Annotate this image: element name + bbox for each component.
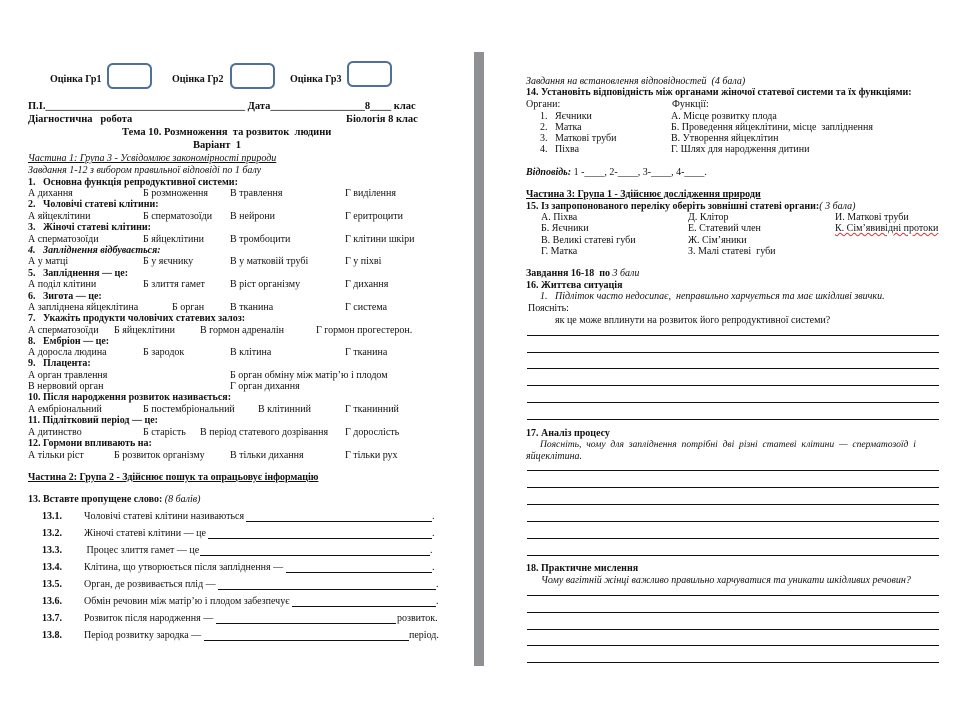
name-blank[interactable]: ______________________________________ (45, 101, 246, 112)
answer-label: Відповідь: (526, 167, 572, 178)
organ-4: 4. Піхва (540, 144, 580, 155)
q6-option-g[interactable]: Г система (345, 302, 388, 313)
q17-answer-line-2[interactable] (527, 487, 939, 488)
q16-answer-line-6[interactable] (527, 419, 939, 420)
item-13-1-blank[interactable] (246, 521, 432, 522)
q1-option-a[interactable]: А дихання (28, 188, 73, 199)
q3-option-a[interactable]: А сперматозоїди (28, 234, 99, 245)
q5-option-b[interactable]: Б злиття гамет (143, 279, 205, 290)
q11-option-v[interactable]: В період статевого дозрівання (200, 427, 329, 438)
answer-blanks[interactable]: 1 -____, 2-____, 3-____, 4-____. (573, 167, 707, 178)
matching-instruction: Завдання на встановлення відповідностей (4 бала) (526, 76, 746, 87)
q18-answer-line-4[interactable] (527, 645, 939, 646)
item-13-5-end: . (436, 579, 439, 590)
item-13-3-blank[interactable] (200, 555, 430, 556)
q6-option-v[interactable]: В тканина (230, 302, 274, 313)
q16-answer-line-3[interactable] (527, 368, 939, 369)
q18-text: Чому вагітній жінці важливо правильно харчуватися та уникати шкідливих речовин? (541, 575, 911, 586)
item-13-2-end: . (432, 528, 435, 539)
q12-option-v[interactable]: В тільки дихання (230, 450, 304, 461)
item-13-1-num: 13.1. (42, 511, 62, 522)
grade-label-gr1: Оцінка Гр1 (50, 74, 102, 85)
item-13-5-num: 13.5. (42, 579, 62, 590)
q12-option-a[interactable]: А тільки ріст (28, 450, 84, 461)
question-6: 6. Зигота — це: (28, 291, 102, 302)
grade-box-gr3[interactable] (347, 61, 392, 87)
q6-option-a[interactable]: А запліднена яйцеклітина (28, 302, 139, 313)
grade-label-gr2: Оцінка Гр2 (172, 74, 224, 85)
q15-title: 15. Із запропонованого переліку оберіть зовнішні статеві органи: (526, 201, 820, 212)
item-13-8-end: період. (409, 630, 439, 641)
q10-option-b[interactable]: Б постембріональний (143, 404, 235, 415)
q15-option-z[interactable]: З. Малі статеві губи (688, 246, 776, 257)
q14-answer (526, 167, 707, 179)
q16-answer-line-5[interactable] (527, 402, 939, 403)
page-separator (474, 52, 484, 666)
q12-option-b[interactable]: Б розвиток організму (114, 450, 205, 461)
question-2: 2. Чоловічі статеві клітини: (28, 199, 159, 210)
item-13-8-blank[interactable] (204, 640, 409, 641)
q16-answer-line-4[interactable] (527, 385, 939, 386)
q4-option-a[interactable]: А у матці (28, 256, 69, 267)
item-13-2-num: 13.2. (42, 528, 62, 539)
q11-option-b[interactable]: Б старість (143, 427, 186, 438)
q15-option-zh[interactable]: Ж. Сім’яники (688, 235, 747, 246)
q18-title: 18. Практичне мислення (526, 563, 639, 574)
item-13-7-num: 13.7. (42, 613, 62, 624)
item-13-6-blank[interactable] (292, 606, 436, 607)
q8-option-g[interactable]: Г тканина (345, 347, 388, 358)
part1-instruction: Завдання 1-12 з вибором правильної відповіді по 1 балу (28, 165, 262, 176)
item-13-1-text: Чоловічі статеві клітини називаються (84, 511, 245, 522)
q1-option-v[interactable]: В травлення (230, 188, 283, 199)
name-date-line (28, 101, 416, 113)
question-8: 8. Ембріон — це: (28, 336, 110, 347)
function-a: А. Місце розвитку плода (671, 111, 777, 122)
item-13-8-num: 13.8. (42, 630, 62, 641)
date-blank[interactable]: __________________ (270, 101, 365, 112)
name-label: П.І. (28, 101, 46, 112)
item-13-2-text: Жіночі статеві клітини — це (84, 528, 206, 539)
q7-option-b[interactable]: Б яйцеклітини (114, 325, 176, 336)
subject: Біологія 8 клас (346, 114, 418, 125)
q9-option-a[interactable]: А орган травлення (28, 370, 108, 381)
q15-option-d[interactable]: Д. Клітор (688, 212, 729, 223)
q8-option-b[interactable]: Б зародок (143, 347, 185, 358)
grade-label-gr3: Оцінка Гр3 (290, 74, 342, 85)
q5-option-v[interactable]: В ріст організму (230, 279, 301, 290)
item-13-6-end: . (436, 596, 439, 607)
grade-box-gr1[interactable] (107, 63, 152, 89)
q10-option-g[interactable]: Г тканинний (345, 404, 399, 415)
q15-option-a[interactable]: А. Піхва (541, 212, 578, 223)
function-v: В. Утворення яйцеклітин (671, 133, 779, 144)
work-type: Діагностична робота (28, 114, 133, 125)
q5-option-g[interactable]: Г дихання (345, 279, 389, 290)
variant-title: Варіант 1 (193, 140, 241, 151)
item-13-4-blank[interactable] (286, 572, 432, 573)
q4-option-b[interactable]: Б у яєчнику (143, 256, 194, 267)
question-9: 9. Плацента: (28, 358, 91, 369)
organ-2: 2. Матка (540, 122, 582, 133)
class-suffix: клас (393, 101, 416, 112)
q8-option-a[interactable]: А доросла людина (28, 347, 107, 358)
q3-option-g[interactable]: Г клітини шкіри (345, 234, 415, 245)
function-g: Г. Шлях для народження дитини (671, 144, 810, 155)
q16-question: як це може вплинути на розвиток його репродуктивної системи? (555, 315, 831, 326)
q13-points: (8 балів) (164, 494, 201, 505)
part1-title: Частина 1: Група 3 - Усвідомлює закономірності природи (28, 153, 277, 164)
item-13-6-num: 13.6. (42, 596, 62, 607)
q9-option-b[interactable]: Б орган обміну між матір’ю і плодом (230, 370, 388, 381)
grade-box-gr2[interactable] (230, 63, 275, 89)
q2-option-v[interactable]: В нейрони (230, 211, 276, 222)
item-13-4-text: Клітина, що утворюється після запліднення — (84, 562, 284, 573)
q1-option-g[interactable]: Г виділення (345, 188, 396, 199)
tasks-16-18-points: 3 бали (612, 268, 640, 279)
item-13-8-text: Період розвитку зародка — (84, 630, 202, 641)
q10-option-v[interactable]: В клітинний (258, 404, 311, 415)
q9-option-v[interactable]: В нервовий орган (28, 381, 104, 392)
q17-text-line-2: яйцеклітина. (526, 451, 583, 462)
q5-option-a[interactable]: А поділ клітини (28, 279, 97, 290)
q4-option-v[interactable]: В у матковій трубі (230, 256, 309, 267)
part3-title: Частина 3: Група 1 - Здійснює дослідження природи (526, 189, 761, 200)
item-13-6-text: Обмін речовин між матір’ю і плодом забезпечує (84, 596, 290, 607)
q6-option-b[interactable]: Б орган (172, 302, 205, 313)
q7-option-a[interactable]: А сперматозоїди (28, 325, 99, 336)
organs-header: Органи: (526, 99, 561, 110)
date-label: Дата (247, 101, 271, 112)
topic-title: Тема 10. Розмноження та розвиток людини (122, 127, 332, 138)
q15-option-y[interactable]: И. Маткові труби (835, 212, 909, 223)
item-13-3-end: . (430, 545, 433, 556)
q7-option-v[interactable]: В гормон адреналін (200, 325, 285, 336)
item-13-7-text: Розвиток після народження — (84, 613, 214, 624)
question-5: 5. Запліднення — це: (28, 268, 129, 279)
q18-answer-line-1[interactable] (527, 595, 939, 596)
item-13-5-blank[interactable] (218, 589, 436, 590)
q11-option-a[interactable]: А дитинство (28, 427, 82, 438)
tasks-16-18-label: Завдання 16-18 по (526, 268, 611, 279)
question-7: 7. Укажіть продукти чоловічих статевих залоз: (28, 313, 246, 324)
question-3: 3. Жіночі статеві клітини: (28, 222, 152, 233)
q2-option-g[interactable]: Г еритроцити (345, 211, 403, 222)
q17-answer-line-4[interactable] (527, 521, 939, 522)
q3-option-b[interactable]: Б яйцеклітини (143, 234, 205, 245)
q14-title: 14. Установіть відповідність між органами жіночої статевої системи та їх функціями: (526, 87, 912, 98)
item-13-5-text: Орган, де розвивається плід — (84, 579, 216, 590)
q15-points: ( 3 бала) (819, 201, 856, 212)
item-13-7-end: розвиток. (397, 613, 438, 624)
q2-option-b[interactable]: Б сперматозоїди (143, 211, 213, 222)
q17-answer-line-6[interactable] (527, 555, 939, 556)
class-prefix: 8 (364, 101, 371, 112)
q16-answer-line-1[interactable] (527, 335, 939, 336)
question-10: 10. Після народження розвиток називається: (28, 392, 232, 403)
q17-answer-line-5[interactable] (527, 538, 939, 539)
q16-title: 16. Життєва ситуація (526, 280, 623, 291)
q15-option-e[interactable]: Е. Статевий член (688, 223, 761, 234)
class-blank[interactable]: ____ (370, 101, 392, 112)
q17-text-line-1: Поясніть, чому для запліднення потрібні дві різні статеві клітини — сперматозоїд і (540, 439, 916, 450)
question-4: 4. Запліднення відбувається: (28, 245, 161, 256)
function-b: Б. Проведення яйцеклітини, місце запліднення (671, 122, 873, 133)
q15-option-k[interactable]: К. Сім’явивідні протоки (835, 223, 939, 234)
item-13-1-end: . (432, 511, 435, 522)
q16-explain-label: Поясніть: (528, 303, 569, 314)
question-12: 12. Гормони впливають на: (28, 438, 152, 449)
item-13-4-end: . (432, 562, 435, 573)
item-13-7-blank[interactable] (216, 623, 396, 624)
q8-option-v[interactable]: В клітина (230, 347, 272, 358)
q13-title: 13. Вставте пропущене слово: (28, 494, 163, 505)
q15-option-g[interactable]: Г. Матка (541, 246, 578, 257)
item-13-4-num: 13.4. (42, 562, 62, 573)
tasks-16-18-heading (526, 268, 639, 280)
q3-option-v[interactable]: В тромбоцити (230, 234, 291, 245)
item-13-2-blank[interactable] (208, 538, 432, 539)
part2-title: Частина 2: Група 2 - Здійснює пошук та опрацьовує інформацію (28, 472, 319, 483)
q2-option-a[interactable]: А яйцеклітини (28, 211, 91, 222)
question-11: 11. Підлітковий період — це: (28, 415, 159, 426)
q13-heading (28, 494, 200, 506)
q4-option-g[interactable]: Г у піхві (345, 256, 382, 267)
q16-answer-line-2[interactable] (527, 352, 939, 353)
organ-3: 3. Маткові труби (540, 133, 617, 144)
q10-option-a[interactable]: А ембріональний (28, 404, 102, 415)
item-13-3-text: Процес злиття гамет — це (84, 545, 200, 556)
q15-option-v[interactable]: В. Великі статеві губи (541, 235, 636, 246)
functions-header: Функції: (672, 99, 709, 110)
q18-answer-line-3[interactable] (527, 629, 939, 630)
q12-option-g[interactable]: Г тільки рух (345, 450, 398, 461)
q17-answer-line-3[interactable] (527, 504, 939, 505)
organ-1: 1. Яєчники (540, 111, 592, 122)
q16-situation: 1. Підліток часто недосипає, неправильно харчується та має шкідливі звички. (540, 291, 885, 302)
q1-option-b[interactable]: Б розмноження (143, 188, 208, 199)
item-13-3-num: 13.3. (42, 545, 62, 556)
worksheet-page-left (0, 0, 474, 720)
q17-answer-line-1[interactable] (527, 470, 939, 471)
q7-option-g[interactable]: Г гормон прогестерон. (316, 325, 413, 336)
q9-option-g[interactable]: Г орган дихання (230, 381, 300, 392)
q18-answer-line-5[interactable] (527, 662, 939, 663)
q17-title: 17. Аналіз процесу (526, 428, 610, 439)
q11-option-g[interactable]: Г дорослість (345, 427, 400, 438)
q15-option-b[interactable]: Б. Яєчники (541, 223, 589, 234)
q18-answer-line-2[interactable] (527, 612, 939, 613)
question-1: 1. Основна функція репродуктивної системи: (28, 177, 238, 188)
